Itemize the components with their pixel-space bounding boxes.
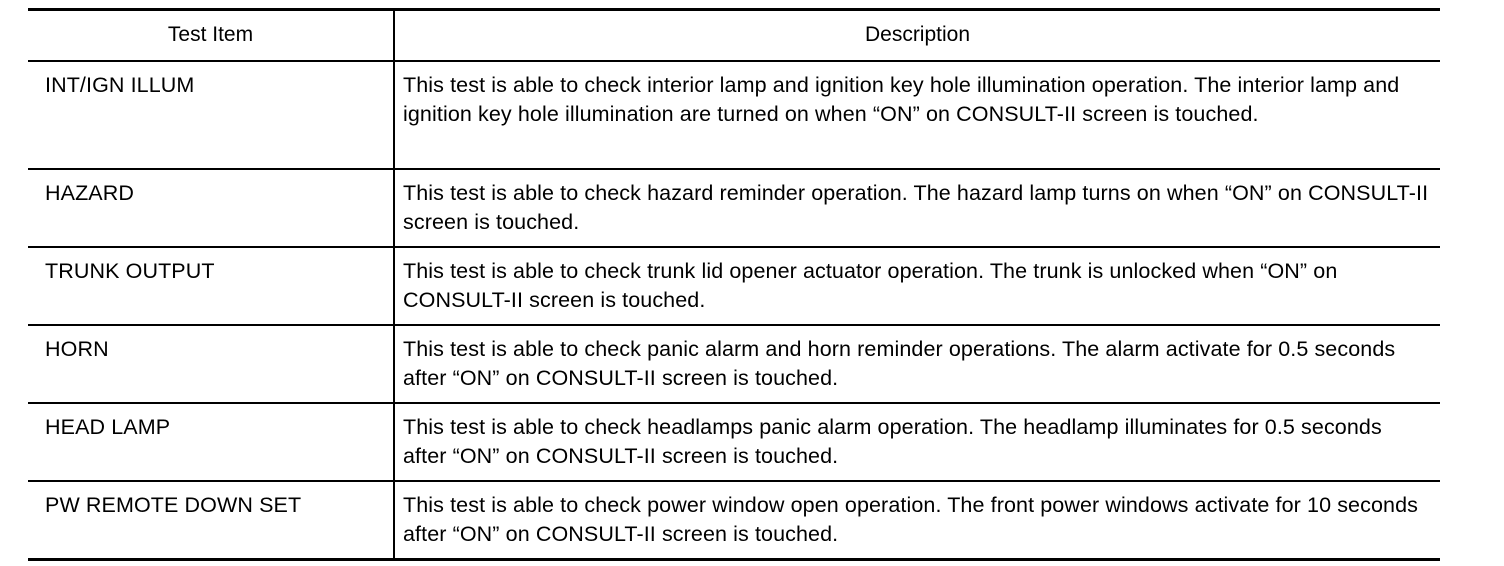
table-row: [28, 325, 1440, 403]
table-row: [28, 247, 1440, 325]
test-item-cell: INT/IGN ILLUM: [28, 61, 394, 169]
test-item-cell: HAZARD: [28, 169, 394, 247]
test-item-cell: PW REMOTE DOWN SET: [28, 481, 394, 560]
header-description: Description: [394, 10, 1440, 61]
description-cell: This test is able to check power window open operation. The front power windows activate for 10 seconds after “ON” on CONSULT-II screen is touched.: [394, 481, 1440, 560]
header-test-item: Test Item: [28, 10, 394, 61]
table-row: [28, 481, 1440, 560]
table-row: [28, 169, 1440, 247]
description-cell: This test is able to check hazard reminder operation. The hazard lamp turns on when “ON” on CONSULT-II screen is touched.: [394, 169, 1440, 247]
description-cell: This test is able to check trunk lid opener actuator operation. The trunk is unlocked when “ON” on CONSULT-II screen is touched.: [394, 247, 1440, 325]
test-item-cell: HEAD LAMP: [28, 403, 394, 481]
description-cell: This test is able to check interior lamp and ignition key hole illumination operation. The interior lamp and ignition key hole illumination are turned on when “ON” on CONSULT-II screen is touched.: [394, 61, 1440, 169]
test-item-table: [28, 8, 1440, 561]
test-item-cell: HORN: [28, 325, 394, 403]
description-cell: This test is able to check panic alarm and horn reminder operations. The alarm activate for 0.5 seconds after “ON” on CONSULT-II screen is touched.: [394, 325, 1440, 403]
table-header: [28, 10, 1440, 61]
header-row: [28, 10, 1440, 61]
table-row: [28, 61, 1440, 169]
description-cell: This test is able to check headlamps panic alarm operation. The headlamp illuminates for 0.5 seconds after “ON” on CONSULT-II screen is touched.: [394, 403, 1440, 481]
table-body: [28, 61, 1440, 560]
test-item-cell: TRUNK OUTPUT: [28, 247, 394, 325]
table-row: [28, 403, 1440, 481]
test-item-table-container: [28, 8, 1440, 561]
